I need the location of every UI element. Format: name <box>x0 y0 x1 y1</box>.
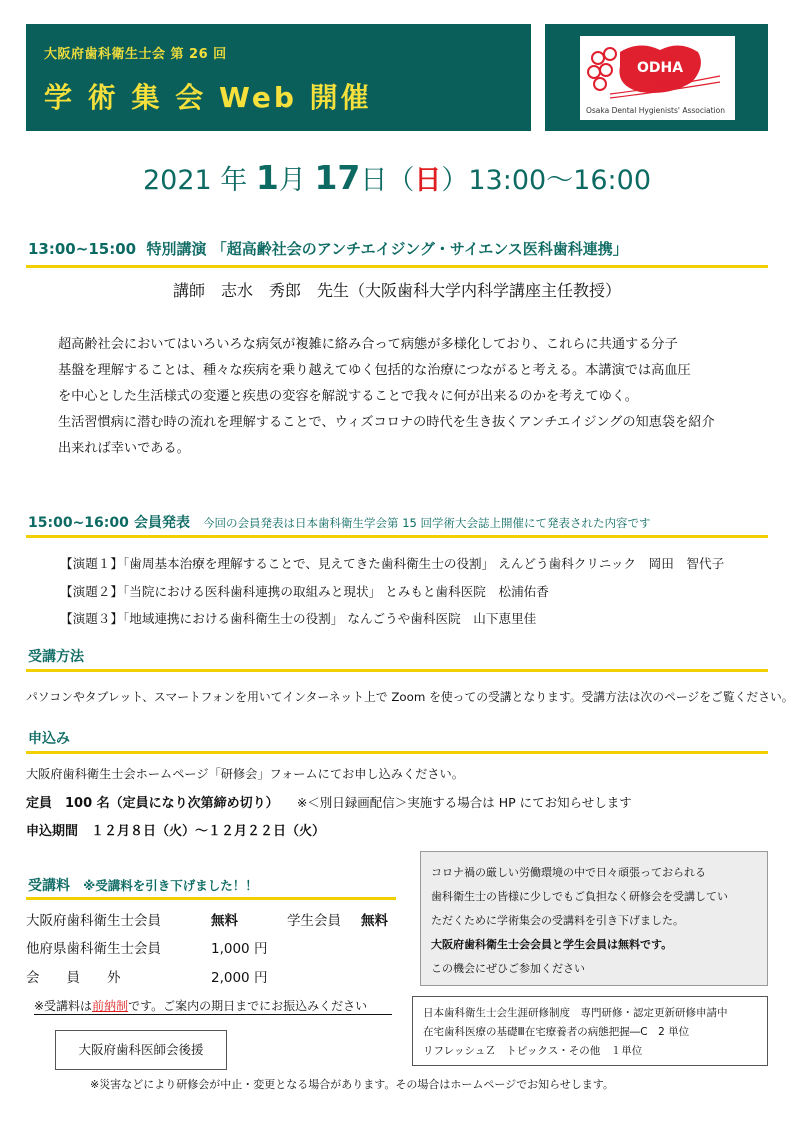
payment-post: です。ご案内の期日までにお振込みください <box>128 999 368 1013</box>
event-date <box>0 158 794 197</box>
fee-note: ※受講料を引き下げました！！ <box>83 878 258 893</box>
abstract-line: 生活習慣病に潜む時の流れを理解することで、ウィズコロナの時代を生き抜くアンチエイジングの知恵袋を紹介 <box>58 415 715 430</box>
abstract-line: 超高齢社会においてはいろいろな病気が複雑に絡み合って病態が多様化しており、これらに共通する分子 <box>58 337 678 352</box>
date-month: 1 <box>255 158 279 197</box>
fee-value: 1,000 円 <box>211 941 268 957</box>
divider <box>34 1014 392 1015</box>
abstract-line: を中心とした生活様式の変遷と疾患の変容を解説することで我々に何が出来るのかを考えてゆく。 <box>58 389 638 404</box>
capacity-note: ※＜別日録画配信＞実施する場合は HP にてお知らせします <box>296 795 632 810</box>
payment-pre: ※受講料は <box>34 999 93 1013</box>
date-day-unit: 日（ <box>360 165 415 196</box>
covid-line: 歯科衛生士の皆様に少しでもご負担なく研修会を受講してい <box>431 890 728 903</box>
presentations-title: 会員発表 <box>133 515 190 531</box>
odha-logo <box>580 36 735 120</box>
abstract-line: 基盤を理解することは、種々な疾病を乗り越えてゆく包括的な治療につながると考える。本講演では高血圧 <box>58 363 691 378</box>
covid-line: 大阪府歯科衛生士会会員と学生会員は無料です。 <box>431 938 673 951</box>
fee-value: 無料 <box>211 913 238 929</box>
method-text: パソコンやタブレット、スマートフォンを用いてインターネット上で Zoom を使っての受講となります。受講方法は次のページをご覧ください。 <box>26 690 794 704</box>
talk-item: 【演題１】「歯周基本治療を理解することで、見えてきた歯科衛生士の役割」 えんどう歯科クリニック 岡田 智代子 <box>60 556 725 571</box>
logo-caption: Osaka Dental Hygienists' Association <box>586 106 726 115</box>
credit-line: 在宅歯科医療の基礎Ⅲ在宅療養者の病態把握―C 2 単位 <box>423 1026 690 1038</box>
date-time: ）13:00～16:00 <box>441 165 651 196</box>
covid-line: この機会にぜひご参加ください <box>431 962 585 975</box>
divider <box>26 751 768 754</box>
fee-row <box>26 937 267 957</box>
capacity-text: 定員 100 名（定員になり次第締め切り） <box>26 796 279 811</box>
divider <box>26 265 768 268</box>
fee-value: 2,000 円 <box>211 970 268 986</box>
covid-notice-box <box>420 851 768 986</box>
lecture-title: 特別講演 「超高齢社会のアンチエイジング・サイエンス医科歯科連携」 <box>146 240 628 258</box>
lecture-heading <box>28 238 628 259</box>
date-day: 17 <box>314 158 361 197</box>
abstract-line: 出来れば幸いである。 <box>58 441 190 456</box>
capacity <box>26 792 632 811</box>
lecturer: 講師 志水 秀郎 先生（大阪歯科大学内科学講座主任教授） <box>172 281 621 300</box>
fee-heading <box>28 875 258 895</box>
header-title: 学 術 集 会 Web 開催 <box>44 81 372 114</box>
divider <box>26 669 768 672</box>
fee-row <box>26 909 388 929</box>
header-subtitle: 大阪府歯科衛生士会 第 26 回 <box>44 47 227 62</box>
logo-panel <box>545 24 768 131</box>
lecture-abstract <box>58 332 748 462</box>
fee-title: 受講料 <box>28 878 70 894</box>
fee-label: 大阪府歯科衛生士会員 <box>26 913 161 929</box>
logo-text: ODHA <box>637 60 684 76</box>
fee-row <box>26 966 267 986</box>
date-month-unit: 月 <box>278 165 306 196</box>
date-weekday: 日 <box>414 165 442 196</box>
presentations-note: 今回の会員発表は日本歯科衛生学会第 15 回学術大会誌上開催にて発表された内容です <box>203 516 651 530</box>
method-heading: 受講方法 <box>28 649 84 665</box>
fee-value: 無料 <box>361 913 388 929</box>
credit-line: リフレッシュＺ トピックス・その他 １単位 <box>423 1045 643 1057</box>
support-text: 大阪府歯科医師会後援 <box>78 1042 204 1057</box>
support-box <box>55 1030 227 1070</box>
fee-label: 学生会員 <box>287 913 341 929</box>
application-text: 大阪府歯科衛生士会ホームページ「研修会」フォームにてお申し込みください。 <box>26 767 464 781</box>
covid-line: コロナ禍の厳しい労働環境の中で日々頑張っておられる <box>431 866 706 879</box>
footer-note: ※災害などにより研修会が中止・変更となる場合があります。その場合はホームページでお知らせします。 <box>90 1078 614 1091</box>
fee-label: 会 員 外 <box>26 970 121 986</box>
date-year: 2021 年 <box>142 165 248 196</box>
covid-line: ただくために学術集会の受講料を引き下げました。 <box>431 914 684 927</box>
payment-note <box>34 997 367 1014</box>
header-banner <box>26 24 531 131</box>
talk-item: 【演題３】「地域連携における歯科衛生士の役割」 なんごうや歯科医院 山下恵里佳 <box>60 611 537 626</box>
lecture-time: 13:00~15:00 <box>28 240 137 258</box>
talk-item: 【演題２】「当院における医科歯科連携の取組みと現状」 とみもと歯科医院 松浦佑香 <box>60 584 549 599</box>
divider <box>26 897 396 900</box>
presentations-heading <box>28 512 651 532</box>
fee-label: 他府県歯科衛生士会員 <box>26 941 161 957</box>
credit-line: 日本歯科衛生士会生涯研修制度 専門研修・認定更新研修申請中 <box>423 1007 728 1019</box>
presentations-time: 15:00~16:00 <box>28 515 129 531</box>
payment-prepaid: 前納制 <box>92 999 129 1013</box>
credit-box <box>412 996 768 1066</box>
application-heading: 申込み <box>28 731 70 747</box>
divider <box>26 535 768 538</box>
application-period: 申込期間 １２月８日（火）～１２月２２日（火） <box>26 824 326 839</box>
